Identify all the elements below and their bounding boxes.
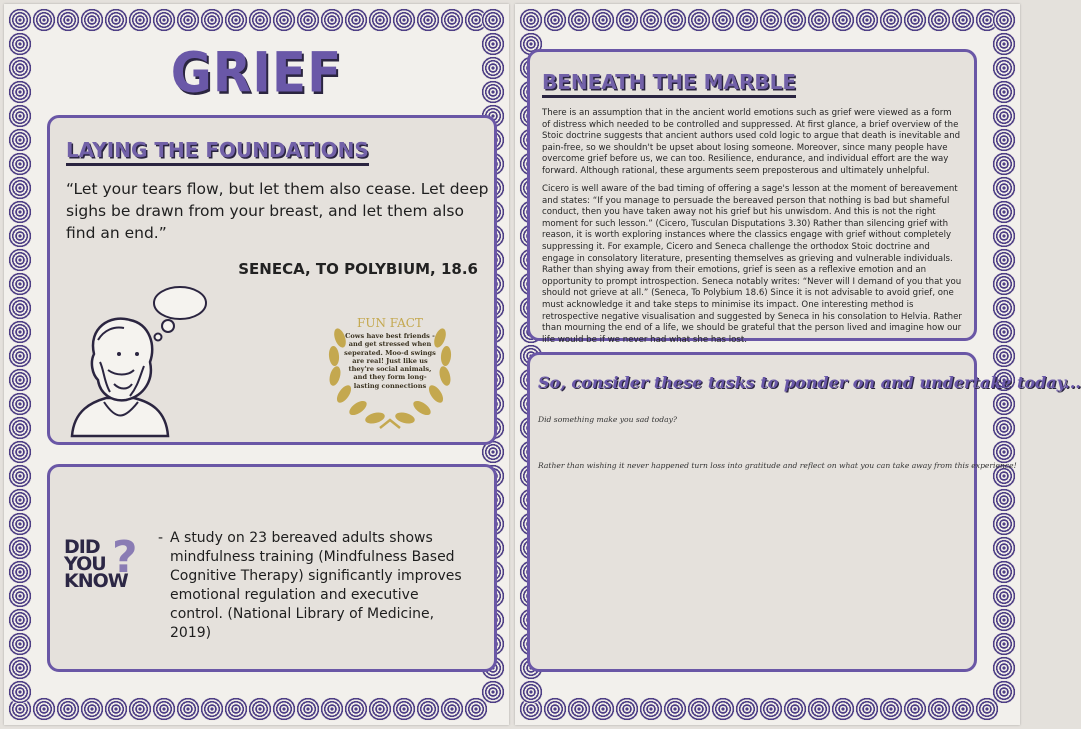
border-ring-icon <box>344 697 368 721</box>
border-ring-icon <box>639 8 663 32</box>
border-ring-icon <box>8 224 32 248</box>
did-you-know-logo <box>64 532 137 592</box>
border-ring-icon <box>80 697 104 721</box>
marble-card <box>527 49 977 345</box>
page-title: GRIEF <box>170 41 343 105</box>
border-ring-icon <box>663 8 687 32</box>
border-ring-icon <box>8 8 32 32</box>
border-ring-icon <box>992 584 1016 608</box>
border-ring-icon <box>8 344 32 368</box>
border-ring-icon <box>992 296 1016 320</box>
border-ring-icon <box>481 8 505 32</box>
border-ring-icon <box>807 8 831 32</box>
border-ring-icon <box>927 697 951 721</box>
border-ring-icon <box>992 656 1016 680</box>
philosopher-bust-icon <box>64 310 174 438</box>
quote-source: SENECA, TO POLYBIUM, 18.6 <box>238 260 478 278</box>
border-ring-icon <box>615 8 639 32</box>
border-ring-icon <box>8 320 32 344</box>
did-you-know-card <box>47 464 497 672</box>
border-ring-icon <box>224 697 248 721</box>
border-ring-icon <box>783 697 807 721</box>
bullet-dash: - <box>158 530 164 546</box>
border-ring-icon <box>992 8 1016 32</box>
foundations-heading: LAYING THE FOUNDATIONS <box>66 138 369 166</box>
border-ring-icon <box>56 697 80 721</box>
border-ring-icon <box>543 697 567 721</box>
border-ring-icon <box>32 697 56 721</box>
border-ring-icon <box>831 8 855 32</box>
fun-fact-text: Cows have best friends - and get stressed when seperated. Moo-d swings are real! Just like us they're social animals, and they form long-lasting connections <box>344 332 436 390</box>
border-ring-icon <box>567 8 591 32</box>
border-ring-icon <box>992 56 1016 80</box>
border-ring-icon <box>992 320 1016 344</box>
border-ring-icon <box>687 697 711 721</box>
border-ring-icon <box>711 8 735 32</box>
border-ring-icon <box>224 8 248 32</box>
border-ring-icon <box>992 104 1016 128</box>
border-ring-icon <box>992 200 1016 224</box>
study-fact-text: A study on 23 bereaved adults shows mindfulness training (Mindfulness Based Cognitive Therapy) significantly improves emotional regulation and executive control. (National Library of Medicine, 2019) <box>170 530 462 641</box>
fun-fact-title: FUN FACT <box>357 316 423 330</box>
border-ring-icon <box>368 8 392 32</box>
border-ring-icon <box>759 697 783 721</box>
border-ring-icon <box>8 440 32 464</box>
border-ring-icon <box>152 697 176 721</box>
border-ring-icon <box>176 697 200 721</box>
border-ring-icon <box>8 152 32 176</box>
border-ring-icon <box>992 32 1016 56</box>
border-ring-icon <box>8 392 32 416</box>
border-ring-icon <box>992 536 1016 560</box>
border-ring-icon <box>615 697 639 721</box>
border-ring-icon <box>8 128 32 152</box>
border-ring-icon <box>200 697 224 721</box>
border-ring-icon <box>639 697 663 721</box>
border-ring-icon <box>8 248 32 272</box>
border-ring-icon <box>992 560 1016 584</box>
border-ring-icon <box>32 8 56 32</box>
border-ring-icon <box>992 176 1016 200</box>
did-you-know-line-2: YOU <box>64 553 106 575</box>
border-ring-icon <box>903 697 927 721</box>
border-ring-icon <box>735 697 759 721</box>
border-ring-icon <box>56 8 80 32</box>
border-ring-icon <box>8 296 32 320</box>
border-ring-icon <box>855 8 879 32</box>
border-ring-icon <box>8 512 32 536</box>
border-ring-icon <box>8 464 32 488</box>
border-ring-icon <box>344 8 368 32</box>
ornamental-border-left <box>8 8 32 721</box>
border-ring-icon <box>783 8 807 32</box>
marble-paragraph-1: There is an assumption that in the ancient world emotions such as grief were viewed as a form of distress which needed to be controlled and suppressed. At first glance, a brief overview of the Stoic doctrine suggests that ancient authors used cold logic to argue that death is inevitable and pain-free, so we shouldn't be upset about losing someone. Moreover, since many people have overcome grief before us, we can too. Resilience, endurance, and individual effort are the way forward. Although rational, these arguments seem preposterous and ultimately unhelpful. <box>542 108 961 176</box>
border-ring-icon <box>591 8 615 32</box>
ornamental-border-bottom <box>8 697 505 721</box>
border-ring-icon <box>807 697 831 721</box>
border-ring-icon <box>296 697 320 721</box>
border-ring-icon <box>759 8 783 32</box>
border-ring-icon <box>320 697 344 721</box>
border-ring-icon <box>248 697 272 721</box>
border-ring-icon <box>481 680 505 704</box>
ornamental-border-top <box>519 8 1016 32</box>
ornamental-border-top <box>8 8 505 32</box>
border-ring-icon <box>8 488 32 512</box>
border-ring-icon <box>200 8 224 32</box>
border-ring-icon <box>951 697 975 721</box>
border-ring-icon <box>519 680 543 704</box>
border-ring-icon <box>8 272 32 296</box>
border-ring-icon <box>416 8 440 32</box>
border-ring-icon <box>711 697 735 721</box>
question-mark-icon: ? <box>112 532 137 583</box>
border-ring-icon <box>992 80 1016 104</box>
border-ring-icon <box>8 656 32 680</box>
border-ring-icon <box>855 697 879 721</box>
border-ring-icon <box>104 697 128 721</box>
border-ring-icon <box>8 608 32 632</box>
border-ring-icon <box>591 697 615 721</box>
border-ring-icon <box>392 8 416 32</box>
border-ring-icon <box>272 697 296 721</box>
border-ring-icon <box>8 632 32 656</box>
border-ring-icon <box>879 8 903 32</box>
border-ring-icon <box>8 584 32 608</box>
ornamental-border-bottom <box>519 697 1016 721</box>
border-ring-icon <box>992 272 1016 296</box>
border-ring-icon <box>416 697 440 721</box>
border-ring-icon <box>8 200 32 224</box>
border-ring-icon <box>320 8 344 32</box>
task-prompt-1: Did something make you sad today? <box>538 415 677 424</box>
marble-paragraph-2: Cicero is well aware of the bad timing of offering a sage's lesson at the moment of bereavement and states: “If you manage to persuade the bereaved person that nothing is bad but shameful conduct, then you have taken away not his grief but his unwisdom. And this is not the right moment for such lesson.” (Cicero, Tusculan Disputations 3.30) Rather than silencing grief with reason, it is worth exploring instances where the classics engage with grief without completely suppressing it. For example, Cicero and Seneca challenge the orthodox Stoic doctrine and engage in consolatory literature, presenting themselves as grieving and vulnerable individuals. Rather than shying away from their emotions, grief is seen as a reflexive emotion and an opportunity to prompt introspection. Seneca notably writes: “Never will I demand of you that you should not grieve at all.” (Seneca, To Polybium 18.6) Since it is not advisable to avoid grief, one must acknowledge it and take steps to minimise its impact. One interesting method is retrospective negative visualisation and suggested by Seneca in his consolation to Helvia. Rather than mourning the end of a life, we should be grateful that the person lived and imagine how our life would be if we never had what she has lost. <box>542 184 962 345</box>
border-ring-icon <box>8 368 32 392</box>
seneca-quote: “Let your tears flow, but let them also cease. Let deep sighs be drawn from your breast, and let them also find an end.” <box>66 180 489 242</box>
border-ring-icon <box>951 8 975 32</box>
border-ring-icon <box>440 8 464 32</box>
border-ring-icon <box>992 608 1016 632</box>
border-ring-icon <box>992 248 1016 272</box>
ornamental-border-right <box>992 8 1016 721</box>
did-you-know-line-3: KNOW <box>64 570 128 592</box>
border-ring-icon <box>992 392 1016 416</box>
border-ring-icon <box>831 697 855 721</box>
border-ring-icon <box>296 8 320 32</box>
border-ring-icon <box>992 152 1016 176</box>
task-prompt-2: Rather than wishing it never happened turn loss into gratitude and reflect on what you can take away from this experience! <box>538 461 1017 470</box>
border-ring-icon <box>543 8 567 32</box>
tasks-card <box>527 352 1081 672</box>
border-ring-icon <box>687 8 711 32</box>
border-ring-icon <box>992 512 1016 536</box>
border-ring-icon <box>992 224 1016 248</box>
border-ring-icon <box>176 8 200 32</box>
border-ring-icon <box>8 104 32 128</box>
did-you-know-line-1: DID <box>64 536 100 558</box>
border-ring-icon <box>8 176 32 200</box>
marble-heading: BENEATH THE MARBLE <box>542 70 796 98</box>
border-ring-icon <box>992 632 1016 656</box>
border-ring-icon <box>128 697 152 721</box>
border-ring-icon <box>440 697 464 721</box>
border-ring-icon <box>128 8 152 32</box>
border-ring-icon <box>663 697 687 721</box>
right-page <box>515 4 1081 725</box>
border-ring-icon <box>8 416 32 440</box>
border-ring-icon <box>392 697 416 721</box>
border-ring-icon <box>992 488 1016 512</box>
left-page <box>4 4 509 725</box>
border-ring-icon <box>152 8 176 32</box>
tasks-heading: So, consider these tasks to ponder on and undertake today... <box>538 373 1081 392</box>
border-ring-icon <box>8 560 32 584</box>
border-ring-icon <box>567 697 591 721</box>
border-ring-icon <box>8 680 32 704</box>
border-ring-icon <box>272 8 296 32</box>
border-ring-icon <box>992 128 1016 152</box>
border-ring-icon <box>248 8 272 32</box>
border-ring-icon <box>992 680 1016 704</box>
border-ring-icon <box>519 8 543 32</box>
border-ring-icon <box>80 8 104 32</box>
border-ring-icon <box>368 697 392 721</box>
study-fact <box>158 529 470 643</box>
fun-fact-badge <box>320 298 460 438</box>
border-ring-icon <box>735 8 759 32</box>
foundations-card <box>47 115 497 445</box>
border-ring-icon <box>8 536 32 560</box>
border-ring-icon <box>927 8 951 32</box>
border-ring-icon <box>903 8 927 32</box>
border-ring-icon <box>992 344 1016 368</box>
border-ring-icon <box>992 416 1016 440</box>
border-ring-icon <box>879 697 903 721</box>
border-ring-icon <box>104 8 128 32</box>
